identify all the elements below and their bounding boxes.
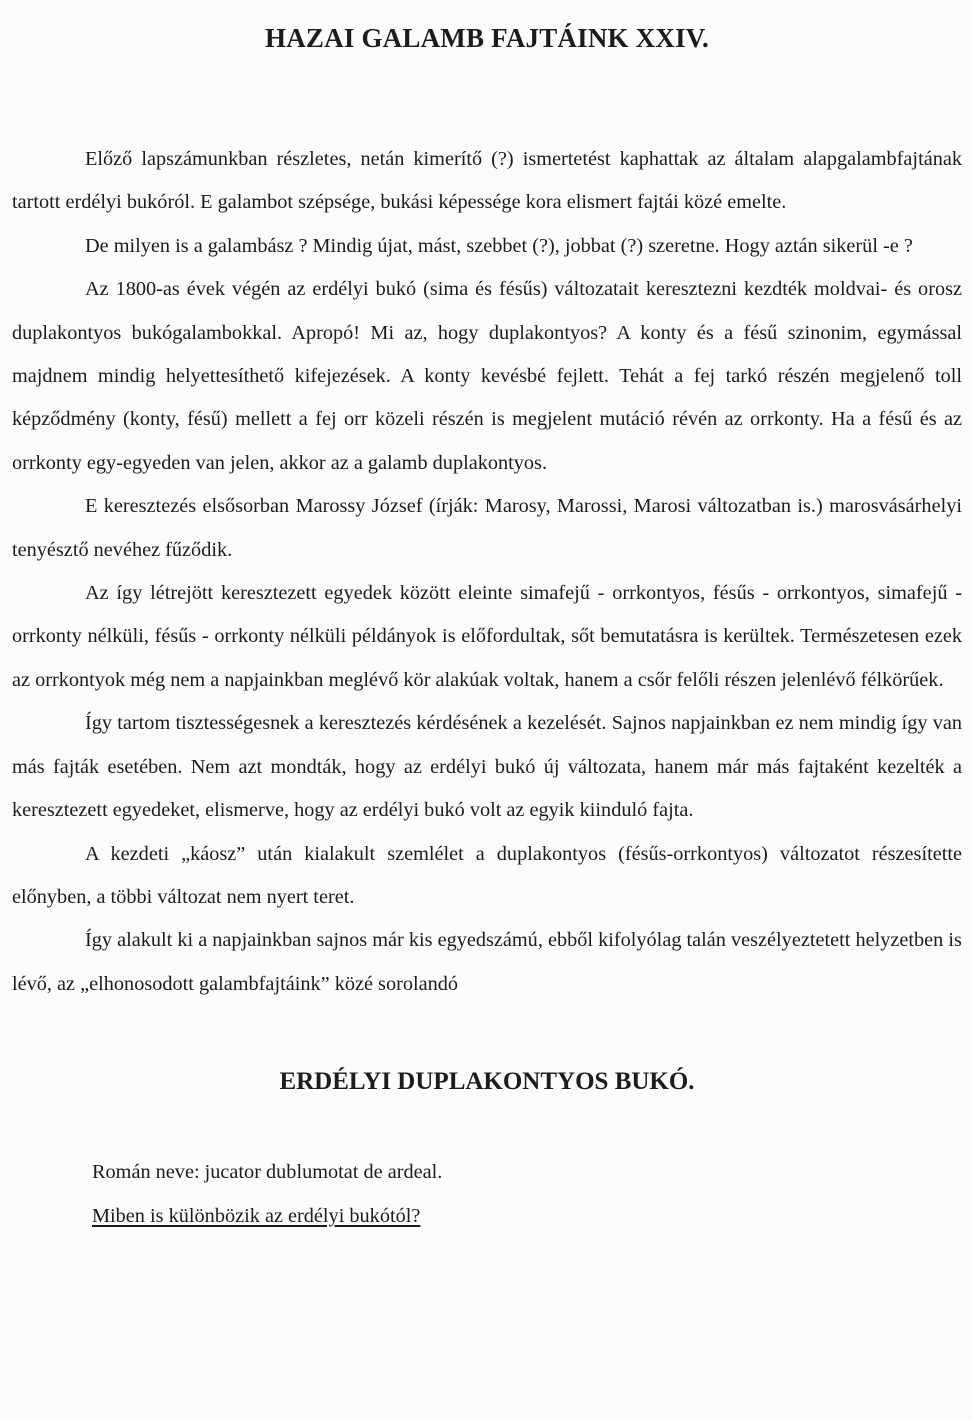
paragraph-2: De milyen is a galambász ? Mindig újat, mást, szebbet (?), jobbat (?) szeretne. Hogy aztán sikerül -e ? [85,234,913,257]
difference-question: Miben is különbözik az erdélyi bukótól? [92,1205,421,1228]
breed-details [12,1150,962,1238]
paragraph-4: E keresztezés elsősorban Marossy József (írják: Marosy, Marossi, Marosi változatban is.) marosvásárhelyi tenyésztő nevéhez fűződik. [12,495,962,561]
paragraph-1: Előző lapszámunkban részletes, netán kimerítő (?) ismertetést kaphattak az általam alapgalambfajtának tartott erdélyi bukóról. E galambot szépsége, bukási képessége kora elismert fajtái közé emelte. [12,148,962,214]
section-heading: ERDÉLYI DUPLAKONTYOS BUKÓ. [279,1068,695,1096]
paragraph-3: Az 1800-as évek végén az erdélyi bukó (sima és fésűs) változatait keresztezni kezdték moldvai- és orosz duplakontyos bukógalambokkal. Apropó! Mi az, hogy duplakontyos? A konty és a fésű szinonim, egymással majdnem mindig helyettesíthető kifejezések. A konty kevésbé fejlett. Tehát a fej tarkó részén megjelenő toll képződmény (konty, fésű) mellett a fej orr közeli részén is megjelent mutáció révén az orrkonty. Ha a fésű és az orrkonty egy-egyeden van jelen, akkor az a galamb duplakontyos. [12,278,962,474]
paragraph-7: A kezdeti „káosz” után kialakult szemlélet a duplakontyos (fésűs-orrkontyos) változatot részesítette előnyben, a többi változat nem nyert teret. [12,842,962,908]
paragraph-5: Az így létrejött keresztezett egyedek között eleinte simafejű - orrkontyos, fésűs - orrkontyos, simafejű - orrkonty nélküli, fésűs - orrkonty nélküli példányok is előfordultak, sőt bemutatásra is kerültek. Természetesen ezek az orrkontyok még nem a napjainkban meglévő kör alakúak voltak, hanem a csőr felőli részen jelenlévő félkörűek. [12,582,962,691]
document-title: HAZAI GALAMB FAJTÁINK XXIV. [265,23,709,53]
paragraph-8: Így alakult ki a napjainkban sajnos már kis egyedszámú, ebből kifolyólag talán veszélyeztetett helyzetben is lévő, az „elhonosodott galambfajtáink” közé sorolandó [12,929,962,995]
paragraph-6: Így tartom tisztességesnek a keresztezés kérdésének a kezelését. Sajnos napjainkban ez nem mindig így van más fajták esetében. Nem azt mondták, hogy az erdélyi bukó új változata, hanem már más fajtaként kezelték a keresztezett egyedeket, elismerve, hogy az erdélyi bukó volt az egyik kiinduló fajta. [12,712,962,822]
romanian-name: Román neve: jucator dublumotat de ardeal. [92,1161,443,1184]
article-body [12,138,962,1006]
